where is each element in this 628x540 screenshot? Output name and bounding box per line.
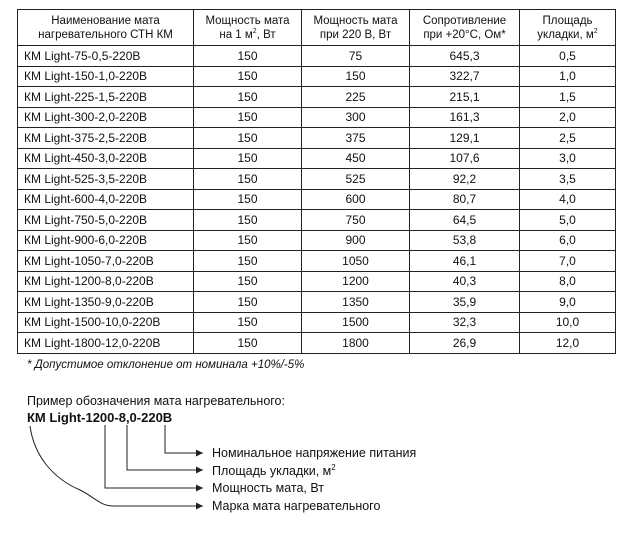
cell-name: КМ Light-525-3,5-220В (18, 169, 194, 190)
cell-power-220: 75 (302, 46, 410, 67)
label-mat-brand: Марка мата нагревательного (212, 499, 381, 513)
cell-name: КМ Light-1050-7,0-220В (18, 251, 194, 272)
cell-resistance: 107,6 (410, 148, 520, 169)
cell-power-m2: 150 (194, 107, 302, 128)
cell-resistance: 26,9 (410, 333, 520, 354)
cell-power-220: 525 (302, 169, 410, 190)
cell-resistance: 80,7 (410, 189, 520, 210)
cell-area: 3,5 (520, 169, 616, 190)
cell-power-220: 750 (302, 210, 410, 231)
header-power-220: Мощность мата при 220 В, Вт (302, 10, 410, 46)
cell-area: 5,0 (520, 210, 616, 231)
cell-name: КМ Light-75-0,5-220В (18, 46, 194, 67)
cell-power-220: 375 (302, 128, 410, 149)
cell-area: 0,5 (520, 46, 616, 67)
header-power-per-m2: Мощность мата на 1 $м^2$, Вт (194, 10, 302, 46)
cell-power-m2: 150 (194, 189, 302, 210)
cell-power-220: 1350 (302, 292, 410, 313)
cell-power-m2: 150 (194, 87, 302, 108)
cell-name: КМ Light-300-2,0-220В (18, 107, 194, 128)
cell-name: КМ Light-225-1,5-220В (18, 87, 194, 108)
example-title: Пример обозначения мата нагревательного: (27, 394, 285, 408)
cell-power-m2: 150 (194, 271, 302, 292)
cell-area: 7,0 (520, 251, 616, 272)
header-name: Наименование мата нагревательного СТН КМ (18, 10, 194, 46)
cell-area: 2,5 (520, 128, 616, 149)
cell-resistance: 92,2 (410, 169, 520, 190)
cell-name: КМ Light-1800-12,0-220В (18, 333, 194, 354)
cell-power-m2: 150 (194, 66, 302, 87)
cell-resistance: 129,1 (410, 128, 520, 149)
cell-resistance: 161,3 (410, 107, 520, 128)
tolerance-footnote: * Допустимое отклонение от номинала +10%/-5% (27, 359, 305, 371)
header-area: Площадь укладки, $м^2$ (520, 10, 616, 46)
cell-power-220: 1200 (302, 271, 410, 292)
cell-resistance: 215,1 (410, 87, 520, 108)
cell-area: 1,0 (520, 66, 616, 87)
cell-power-m2: 150 (194, 312, 302, 333)
cell-name: КМ Light-1200-8,0-220В (18, 271, 194, 292)
cell-area: 12,0 (520, 333, 616, 354)
cell-power-m2: 150 (194, 210, 302, 231)
cell-power-m2: 150 (194, 148, 302, 169)
cell-name: КМ Light-1350-9,0-220В (18, 292, 194, 313)
cell-name: КМ Light-1500-10,0-220В (18, 312, 194, 333)
cell-power-220: 300 (302, 107, 410, 128)
cell-resistance: 46,1 (410, 251, 520, 272)
power-arrow (105, 425, 203, 488)
cell-power-m2: 150 (194, 230, 302, 251)
cell-power-m2: 150 (194, 251, 302, 272)
voltage-arrow (165, 425, 203, 453)
cell-name: КМ Light-900-6,0-220В (18, 230, 194, 251)
cell-power-m2: 150 (194, 169, 302, 190)
cell-power-m2: 150 (194, 333, 302, 354)
cell-power-m2: 150 (194, 292, 302, 313)
cell-resistance: 35,9 (410, 292, 520, 313)
brand-arrow (30, 426, 203, 506)
cell-power-220: 900 (302, 230, 410, 251)
cell-area: 9,0 (520, 292, 616, 313)
cell-name: КМ Light-150-1,0-220В (18, 66, 194, 87)
header-resistance: Сопротивление при +20°С, Ом* (410, 10, 520, 46)
cell-resistance: 53,8 (410, 230, 520, 251)
cell-power-220: 1500 (302, 312, 410, 333)
cell-name: КМ Light-600-4,0-220В (18, 189, 194, 210)
cell-area: 4,0 (520, 189, 616, 210)
cell-name: КМ Light-375-2,5-220В (18, 128, 194, 149)
cell-area: 2,0 (520, 107, 616, 128)
cell-power-220: 1800 (302, 333, 410, 354)
cell-resistance: 64,5 (410, 210, 520, 231)
example-designation: КМ Light-1200-8,0-220В (27, 410, 173, 425)
cell-name: КМ Light-750-5,0-220В (18, 210, 194, 231)
label-laying-area: Площадь укладки, $м^2$ (212, 463, 336, 479)
cell-power-220: 600 (302, 189, 410, 210)
cell-resistance: 322,7 (410, 66, 520, 87)
cell-area: 3,0 (520, 148, 616, 169)
cell-name: КМ Light-450-3,0-220В (18, 148, 194, 169)
label-mat-power: Мощность мата, Вт (212, 481, 325, 495)
cell-area: 1,5 (520, 87, 616, 108)
cell-resistance: 32,3 (410, 312, 520, 333)
cell-area: 10,0 (520, 312, 616, 333)
label-nominal-voltage: Номинальное напряжение питания (212, 446, 417, 460)
cell-power-220: 150 (302, 66, 410, 87)
cell-area: 8,0 (520, 271, 616, 292)
cell-resistance: 40,3 (410, 271, 520, 292)
cell-power-m2: 150 (194, 128, 302, 149)
cell-power-m2: 150 (194, 46, 302, 67)
cell-power-220: 225 (302, 87, 410, 108)
cell-power-220: 1050 (302, 251, 410, 272)
cell-resistance: 645,3 (410, 46, 520, 67)
cell-area: 6,0 (520, 230, 616, 251)
cell-power-220: 450 (302, 148, 410, 169)
